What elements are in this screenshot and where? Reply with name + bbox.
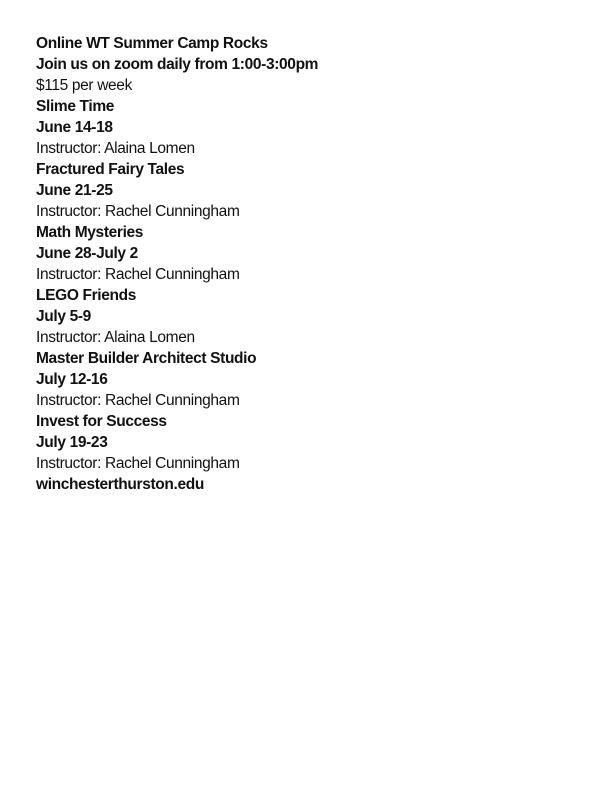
website-text: winchesterthurston.edu bbox=[36, 476, 204, 493]
camp-entry-lego-friends bbox=[36, 285, 596, 348]
camp-instructor: Instructor: Rachel Cunningham bbox=[36, 266, 240, 283]
camp-dates: July 5-9 bbox=[36, 308, 91, 325]
camp-entry-master-builder bbox=[36, 348, 596, 411]
camp-instructor: Instructor: Rachel Cunningham bbox=[36, 455, 240, 472]
camp-dates: June 14-18 bbox=[36, 119, 113, 136]
camp-name: Slime Time bbox=[36, 98, 115, 115]
camp-entry-slime-time bbox=[36, 96, 596, 159]
camp-instructor: Instructor: Rachel Cunningham bbox=[36, 203, 240, 220]
camp-dates: July 12-16 bbox=[36, 371, 108, 388]
camp-dates: July 19-23 bbox=[36, 434, 108, 451]
camp-name: Math Mysteries bbox=[36, 224, 144, 241]
camp-dates: June 21-25 bbox=[36, 182, 113, 199]
camp-name: LEGO Friends bbox=[36, 287, 137, 304]
camp-dates: June 28-July 2 bbox=[36, 245, 138, 262]
camp-instructor: Instructor: Rachel Cunningham bbox=[36, 392, 240, 409]
camp-entry-invest-for-success bbox=[36, 411, 596, 474]
camp-entry-math-mysteries bbox=[36, 222, 596, 285]
schedule-text: Join us on zoom daily from 1:00-3:00pm bbox=[36, 56, 319, 73]
flyer-title: Online WT Summer Camp Rocks bbox=[36, 35, 268, 52]
camp-entry-fractured-fairy-tales bbox=[36, 159, 596, 222]
camp-name: Invest for Success bbox=[36, 413, 167, 430]
camp-name: Fractured Fairy Tales bbox=[36, 161, 185, 178]
price-text: $115 per week bbox=[36, 77, 132, 94]
camp-instructor: Instructor: Alaina Lomen bbox=[36, 329, 195, 346]
camp-flyer bbox=[36, 33, 596, 495]
camp-instructor: Instructor: Alaina Lomen bbox=[36, 140, 195, 157]
camp-name: Master Builder Architect Studio bbox=[36, 350, 257, 367]
